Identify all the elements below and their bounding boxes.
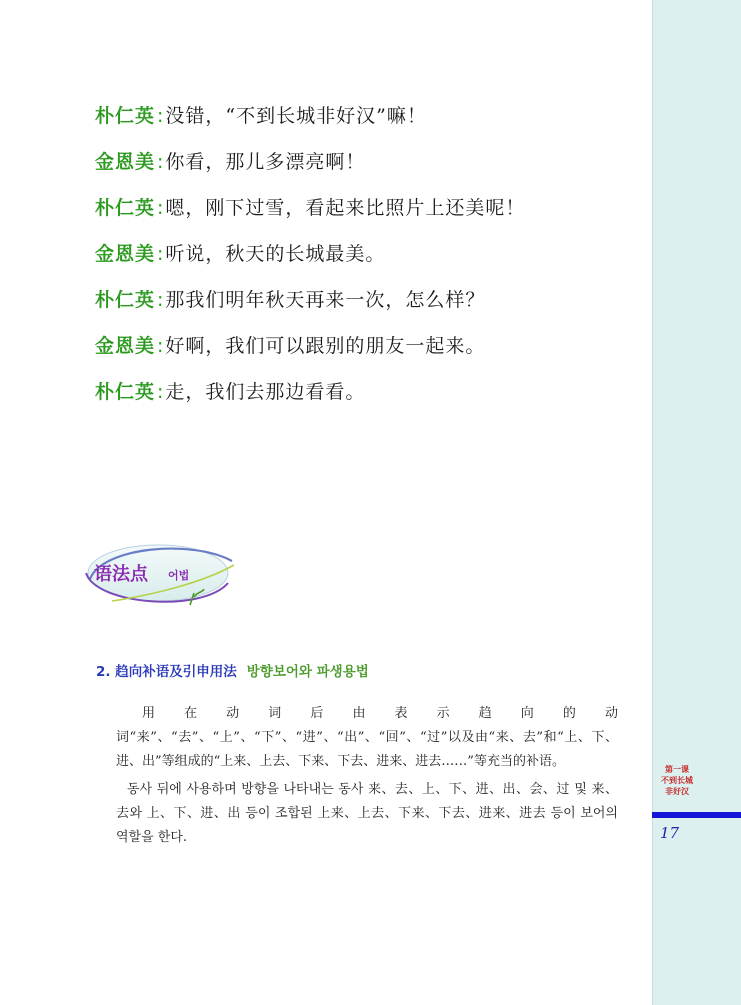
speaker-colon: : <box>157 151 164 173</box>
speech-text: 没错，“不到长城非好汉”嘛！ <box>165 105 427 127</box>
speaker-name: 朴仁英 <box>95 289 156 311</box>
grammar-explanation-korean: 동사 뒤에 사용하며 방향을 나타내는 동사 来、去、上、下、进、出、会、过 및 来、去와 上、下、进、出 등이 조합된 上来、上去、下来、下去、进来、进去 등이 보어의 역할을 한다. <box>116 782 618 845</box>
dialogue <box>95 101 645 423</box>
speech-text: 你看，那儿多漂亮啊！ <box>165 151 366 173</box>
section-heading-chinese: 2. 趋向补语及引申用法 <box>96 664 237 680</box>
speaker-colon: : <box>157 197 164 219</box>
speaker-name: 金恩美 <box>95 243 156 265</box>
section-heading <box>96 660 369 680</box>
section-heading-korean: 방향보어와 파생용법 <box>246 664 369 680</box>
speech-text: 听说，秋天的长城最美。 <box>165 243 386 265</box>
grammar-badge-title: 语法点 <box>94 564 148 585</box>
speaker-name: 金恩美 <box>95 151 156 173</box>
speaker-colon: : <box>157 289 164 311</box>
dialogue-line <box>95 331 645 377</box>
speaker-name: 朴仁英 <box>95 197 156 219</box>
chapter-tag-line-3: 非好汉 <box>665 787 689 796</box>
chapter-tag <box>652 764 702 797</box>
speech-text: 走，我们去那边看看。 <box>165 381 366 403</box>
grammar-explanation-chinese: 用在动词后由表示趋向的动词“来”、“去”、“上”、“下”、“进”、“出”、“回”、“过”以及由“来、去”和“上、下、进、出”等组成的“上来、上去、下来、下去、进来、进去……”等充当的补语。 <box>116 706 618 769</box>
page-number-bar <box>652 812 741 818</box>
speaker-colon: : <box>157 335 164 357</box>
speaker-colon: : <box>157 105 164 127</box>
dialogue-line <box>95 377 645 423</box>
speaker-name: 朴仁英 <box>95 105 156 127</box>
dialogue-line <box>95 285 645 331</box>
dialogue-line <box>95 101 645 147</box>
speaker-name: 金恩美 <box>95 335 156 357</box>
speech-text: 嗯，刚下过雪，看起来比照片上还美呢！ <box>165 197 526 219</box>
speaker-colon: : <box>157 381 164 403</box>
chapter-tag-line-2: 不到长城 <box>661 776 693 785</box>
speaker-name: 朴仁英 <box>95 381 156 403</box>
grammar-badge-subtitle: 어법 <box>168 569 190 582</box>
speech-text: 那我们明年秋天再来一次，怎么样？ <box>165 289 486 311</box>
page-number: 17 <box>660 824 680 842</box>
speech-text: 好啊，我们可以跟别的朋友一起来。 <box>165 335 486 357</box>
dialogue-line <box>95 147 645 193</box>
speaker-colon: : <box>157 243 164 265</box>
dialogue-line <box>95 193 645 239</box>
dialogue-line <box>95 239 645 285</box>
chapter-tag-line-1: 第一课 <box>665 765 689 774</box>
side-margin-panel <box>652 0 741 1005</box>
